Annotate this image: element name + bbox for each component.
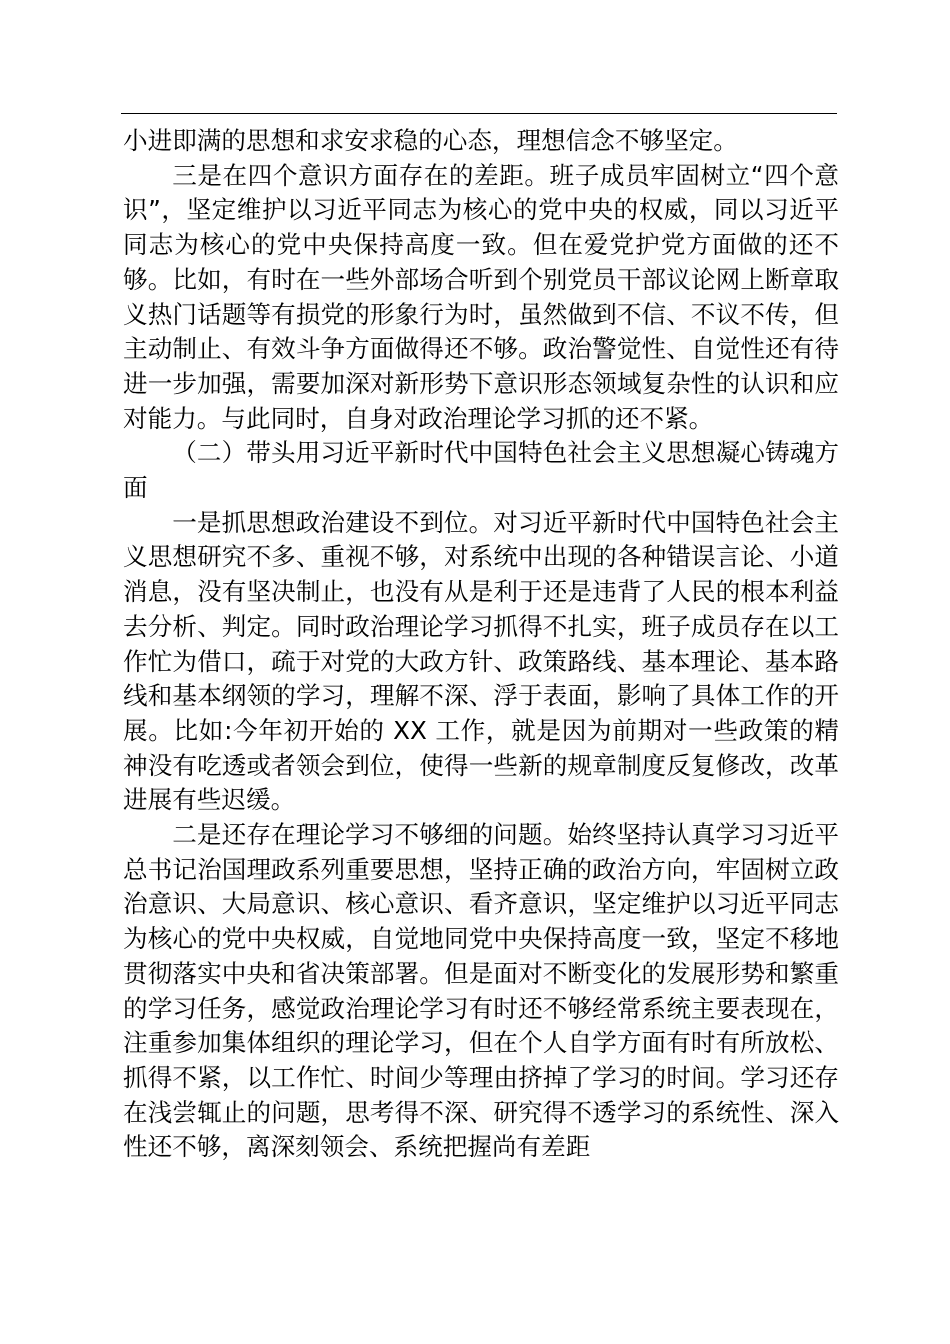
paragraph-theory-study: 二是还存在理论学习不够细的问题。始终坚持认真学习习近平总书记治国理政系列重要思想，坚持正确的政治方向，牢固树立政治意识、大局意识、核心意识、看齐意识，坚定维护以习近平同志为核心的党中央权威，自觉地同党中央保持高度一致，坚定不移地贯彻落实中央和省决策部署。但是面对不断变化的发展形势和繁重的学习任务，感觉政治理论学习有时还不够经常系统主要表现在，注重参加集体组织的理论学习，但在个人自学方面有时有所放松、抓得不紧，以工作忙、时间少等理由挤掉了学习的时间。学习还存在浅尝辄止的问题，思考得不深、研究得不透学习的系统性、深入性还不够，离深刻领会、系统把握尚有差距	[123, 820, 839, 1162]
paragraph-continuation: 小进即满的思想和求安求稳的心态，理想信念不够坚定。	[123, 126, 738, 155]
section-heading-two: （二）带头用习近平新时代中国特色社会主义思想凝心铸魂方面	[123, 438, 839, 503]
document-body	[123, 124, 839, 1165]
paragraph-four-consciousness: 三是在四个意识方面存在的差距。班子成员牢固树立“四个意识”，坚定维护以习近平同志为核心的党中央的权威，同以习近平同志为核心的党中央保持高度一致。但在爱党护党方面做的还不够。比如，有时在一些外部场合听到个别党员干部议论网上断章取义热门话题等有损党的形象行为时，虽然做到不信、不议不传，但主动制止、有效斗争方面做得还不够。政治警觉性、自觉性还有待进一步加强，需要加深对新形势下意识形态领域复杂性的认识和应对能力。与此同时，自身对政治理论学习抓的还不紧。	[123, 160, 839, 433]
paragraph-ideological-building: 一是抓思想政治建设不到位。对习近平新时代中国特色社会主义思想研究不多、重视不够，对系统中出现的各种错误言论、小道消息，没有坚决制止，也没有从是利于还是违背了人民的根本利益去分析、判定。同时政治理论学习抓得不扎实，班子成员存在以工作忙为借口，疏于对党的大政方针、政策路线、基本理论、基本路线和基本纲领的学习，理解不深、浮于表面，影响了具体工作的开展。比如:今年初开始的 XX 工作，就是因为前期对一些政策的精神没有吃透或者领会到位，使得一些新的规章制度反复修改，改革进展有些迟缓。	[123, 507, 839, 815]
header-rule	[121, 113, 837, 114]
